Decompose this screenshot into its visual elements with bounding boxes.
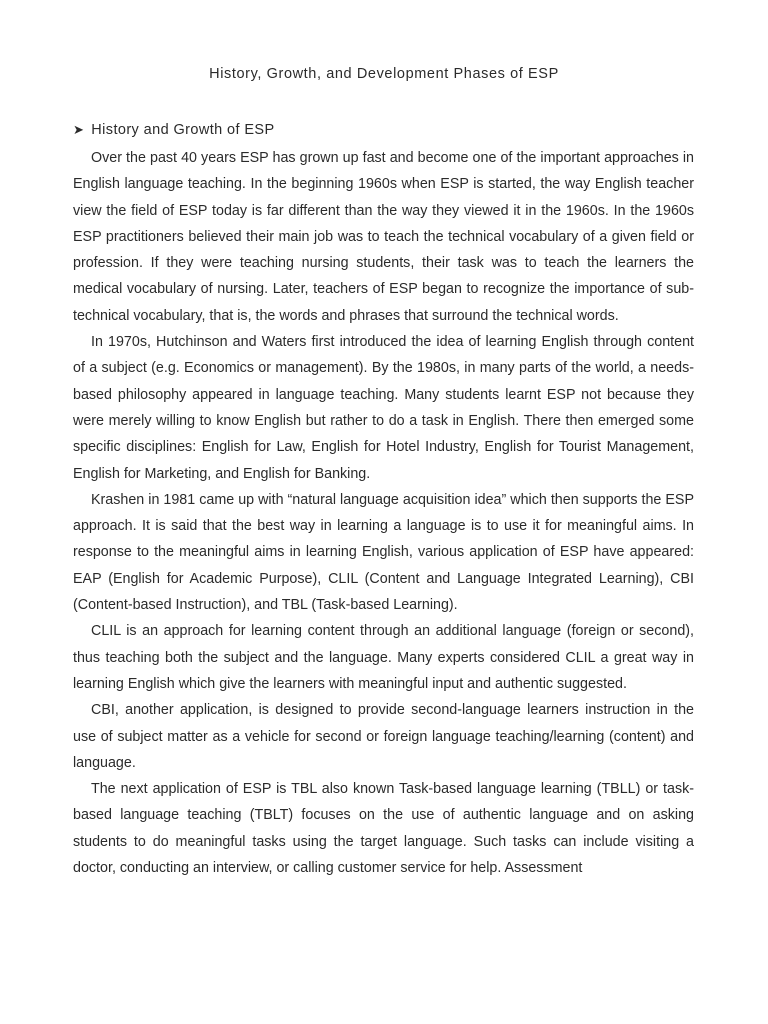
paragraph: In 1970s, Hutchinson and Waters first introduced the idea of learning English through content of a subject (e.g. Economics or management). By the 1980s, in many parts of the world, a needs-based philosophy appeared in language teaching. Many students learnt ESP not because they were merely willing to know English but rather to do a task in English. There then emerged some specific disciplines: English for Law, English for Hotel Industry, English for Tourist Management, English for Marketing, and English for Banking.: [73, 334, 694, 482]
paragraph: CBI, another application, is designed to provide second-language learners instruction in the use of subject matter as a vehicle for second or foreign language teaching/learning (content) and language.: [73, 702, 694, 771]
document-title: History, Growth, and Development Phases of ESP: [209, 66, 559, 82]
section-heading-text: History and Growth of ESP: [91, 122, 275, 138]
paragraph: CLIL is an approach for learning content through an additional language (foreign or second), thus teaching both the subject and the language. Many experts considered CLIL a great way in learning English which give the learners with meaningful input and authentic suggested.: [73, 623, 694, 692]
arrowhead-bullet-icon: ➤: [73, 122, 85, 137]
paragraph: Krashen in 1981 came up with “natural language acquisition idea” which then supports the ESP approach. It is said that the best way in learning a language is to use it for meaningful aims. In response to the meaningful aims in learning English, various application of ESP have appeared: EAP (English for Academic Purpose), CLIL (Content and Language Integrated Learning), CBI (Content-based Instruction), and TBL (Task-based Learning).: [73, 491, 694, 614]
paragraph: Over the past 40 years ESP has grown up fast and become one of the important approaches in English language teaching. In the beginning 1960s when ESP is started, the way English teacher view the field of ESP today is far different than the way they viewed it in the 1960s. In the 1960s ESP practitioners believed their main job was to teach the technical vocabulary of a given field or profession. If they were teaching nursing students, their task was to teach the learners the medical vocabulary of nursing. Later, teachers of ESP began to recognize the importance of sub-technical vocabulary, that is, the words and phrases that surround the technical words.: [73, 150, 694, 324]
section-heading: [73, 122, 275, 138]
body-text: [73, 145, 694, 881]
paragraph: The next application of ESP is TBL also known Task-based language learning (TBLL) or task-based language teaching (TBLT) focuses on the use of authentic language and on asking students to do meaningful tasks using the target language. Such tasks can include visiting a doctor, conducting an interview, or calling customer service for help. Assessment: [73, 781, 694, 877]
